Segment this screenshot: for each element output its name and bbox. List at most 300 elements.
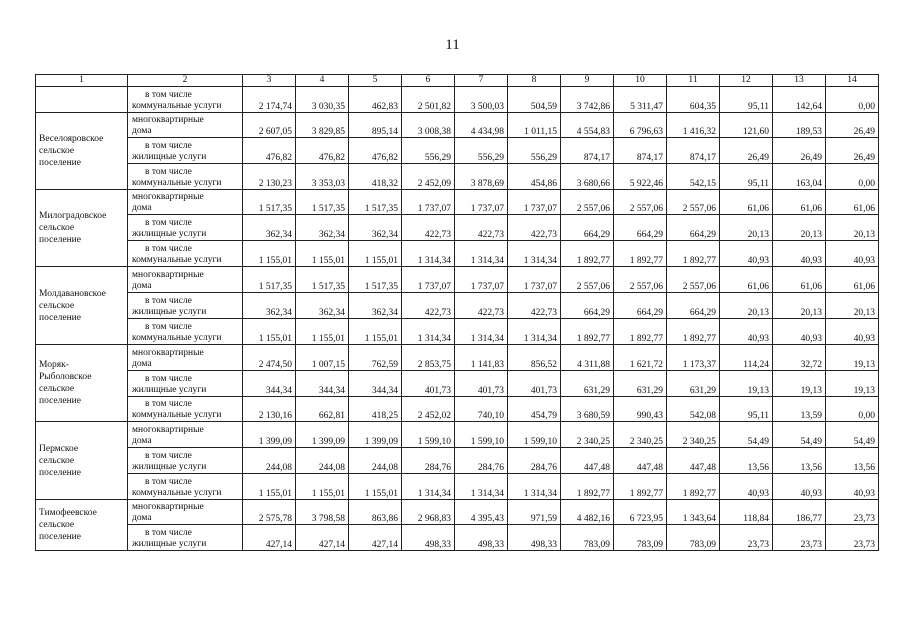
- value-cell: 0,00: [826, 164, 879, 190]
- value-cell: 284,76: [455, 448, 508, 474]
- category-line: в том числе: [145, 451, 192, 461]
- value-cell: 95,11: [720, 87, 773, 113]
- settlement-name-line: поселение: [39, 396, 81, 406]
- table-row: [36, 190, 879, 215]
- value-cell: 13,59: [773, 397, 826, 422]
- value-cell: 13,56: [720, 448, 773, 474]
- value-cell: 447,48: [667, 448, 720, 474]
- value-cell: 13,56: [826, 448, 879, 474]
- value-cell: 95,11: [720, 397, 773, 422]
- value-cell: 2 557,06: [561, 190, 614, 215]
- value-cell: 23,73: [773, 525, 826, 551]
- value-cell: 23,73: [826, 500, 879, 525]
- table-row: [36, 448, 879, 474]
- column-header: 3: [243, 75, 296, 87]
- value-cell: 4 554,83: [561, 113, 614, 138]
- value-cell: 1 007,15: [296, 345, 349, 371]
- value-cell: 2 557,06: [561, 267, 614, 293]
- value-cell: 54,49: [826, 422, 879, 448]
- value-cell: 61,06: [773, 267, 826, 293]
- value-cell: 142,64: [773, 87, 826, 113]
- value-cell: 2 557,06: [667, 267, 720, 293]
- value-cell: 61,06: [826, 190, 879, 215]
- value-cell: 3 680,66: [561, 164, 614, 190]
- value-cell: 362,34: [296, 215, 349, 241]
- value-cell: 427,14: [243, 525, 296, 551]
- value-cell: 2 474,50: [243, 345, 296, 371]
- category-line: в том числе: [145, 374, 192, 384]
- category-line: дома: [132, 359, 152, 369]
- value-cell: 1 517,35: [349, 267, 402, 293]
- value-cell: 19,13: [720, 371, 773, 397]
- settlement-name-line: Молдавановское: [39, 288, 106, 299]
- value-cell: 1 892,77: [614, 474, 667, 500]
- value-cell: 498,33: [508, 525, 561, 551]
- value-cell: 476,82: [349, 138, 402, 164]
- value-cell: 422,73: [402, 215, 455, 241]
- value-cell: 1 314,34: [455, 319, 508, 345]
- value-cell: 163,04: [773, 164, 826, 190]
- value-cell: 13,56: [773, 448, 826, 474]
- category-line: многоквартирные: [132, 348, 204, 358]
- table-row: [36, 293, 879, 319]
- value-cell: 631,29: [614, 371, 667, 397]
- category-cell: [128, 371, 243, 397]
- category-cell: [128, 215, 243, 241]
- value-cell: 498,33: [402, 525, 455, 551]
- value-cell: 61,06: [720, 267, 773, 293]
- settlement-name-line: Веселояровское: [39, 134, 104, 144]
- value-cell: 401,73: [455, 371, 508, 397]
- settlement-name: [36, 267, 128, 345]
- value-cell: 2 130,23: [243, 164, 296, 190]
- value-cell: 1 599,10: [455, 422, 508, 448]
- settlement-name-line: сельское: [39, 300, 75, 311]
- table-row: [36, 267, 879, 293]
- value-cell: 1 399,09: [349, 422, 402, 448]
- value-cell: 1 892,77: [561, 474, 614, 500]
- column-header: 14: [826, 75, 879, 87]
- category-line: коммунальные услуги: [132, 488, 222, 498]
- value-cell: 662,81: [296, 397, 349, 422]
- category-line: дома: [132, 436, 152, 446]
- value-cell: 362,34: [243, 293, 296, 319]
- value-cell: 1 737,07: [402, 267, 455, 293]
- value-cell: 5 922,46: [614, 164, 667, 190]
- value-cell: 1 343,64: [667, 500, 720, 525]
- value-cell: 422,73: [508, 293, 561, 319]
- column-header: 8: [508, 75, 561, 87]
- value-cell: 1 173,37: [667, 345, 720, 371]
- value-cell: 40,93: [773, 474, 826, 500]
- settlement-name: [36, 500, 128, 551]
- value-cell: 2 557,06: [614, 267, 667, 293]
- value-cell: 454,86: [508, 164, 561, 190]
- value-cell: 20,13: [720, 215, 773, 241]
- category-cell: [128, 525, 243, 551]
- category-line: жилищные услуги: [132, 229, 207, 239]
- value-cell: 19,13: [773, 371, 826, 397]
- value-cell: 2 607,05: [243, 113, 296, 138]
- value-cell: 1 517,35: [243, 190, 296, 215]
- category-line: многоквартирные: [132, 270, 204, 280]
- settlement-name-line: сельское: [39, 520, 75, 530]
- value-cell: 95,11: [720, 164, 773, 190]
- page-number: 11: [445, 37, 460, 53]
- table-body: [36, 87, 879, 551]
- settlement-name-line: сельское: [39, 146, 75, 156]
- value-cell: 1 599,10: [402, 422, 455, 448]
- settlement-name-line: Рыболовское: [39, 372, 92, 382]
- value-cell: 20,13: [773, 293, 826, 319]
- category-line: многоквартирные: [132, 192, 204, 202]
- value-cell: 3 500,03: [455, 87, 508, 113]
- table-row: [36, 164, 879, 190]
- value-cell: 40,93: [720, 474, 773, 500]
- value-cell: 26,49: [826, 113, 879, 138]
- value-cell: 447,48: [614, 448, 667, 474]
- value-cell: 32,72: [773, 345, 826, 371]
- value-cell: 2 501,82: [402, 87, 455, 113]
- value-cell: 1 892,77: [561, 319, 614, 345]
- value-cell: 498,33: [455, 525, 508, 551]
- value-cell: 362,34: [349, 215, 402, 241]
- value-cell: 244,08: [349, 448, 402, 474]
- value-cell: 20,13: [720, 293, 773, 319]
- settlement-name-line: Милоградовское: [39, 211, 107, 221]
- value-cell: 1 155,01: [349, 319, 402, 345]
- category-line: дома: [132, 126, 152, 136]
- category-line: коммунальные услуги: [132, 410, 222, 420]
- settlement-name-line: Моряк-: [39, 360, 69, 370]
- value-cell: 23,73: [826, 525, 879, 551]
- category-line: многоквартирные: [132, 502, 204, 512]
- value-cell: 401,73: [402, 371, 455, 397]
- value-cell: 1 892,77: [614, 241, 667, 267]
- value-cell: 1 155,01: [296, 241, 349, 267]
- value-cell: 114,24: [720, 345, 773, 371]
- value-cell: 6 796,63: [614, 113, 667, 138]
- value-cell: 418,32: [349, 164, 402, 190]
- header-row: [36, 75, 879, 87]
- value-cell: 362,34: [296, 293, 349, 319]
- value-cell: 422,73: [508, 215, 561, 241]
- column-header: 2: [128, 75, 243, 87]
- value-cell: 874,17: [614, 138, 667, 164]
- settlement-name-line: поселение: [39, 235, 81, 245]
- settlement-name: [36, 422, 128, 500]
- value-cell: 1 892,77: [667, 474, 720, 500]
- value-cell: 990,43: [614, 397, 667, 422]
- column-header: 11: [667, 75, 720, 87]
- value-cell: 631,29: [667, 371, 720, 397]
- category-line: в том числе: [145, 528, 192, 538]
- category-line: коммунальные услуги: [132, 255, 222, 265]
- value-cell: 462,83: [349, 87, 402, 113]
- value-cell: 418,25: [349, 397, 402, 422]
- value-cell: 2 130,16: [243, 397, 296, 422]
- value-cell: 61,06: [773, 190, 826, 215]
- value-cell: 1 517,35: [243, 267, 296, 293]
- value-cell: 244,08: [296, 448, 349, 474]
- value-cell: 6 723,95: [614, 500, 667, 525]
- settlement-name-line: поселение: [39, 158, 81, 168]
- value-cell: 556,29: [402, 138, 455, 164]
- value-cell: 1 416,32: [667, 113, 720, 138]
- value-cell: 422,73: [402, 293, 455, 319]
- category-line: в том числе: [145, 141, 192, 151]
- value-cell: 244,08: [243, 448, 296, 474]
- value-cell: 2 575,78: [243, 500, 296, 525]
- value-cell: 2 340,25: [614, 422, 667, 448]
- column-header: 7: [455, 75, 508, 87]
- value-cell: 284,76: [402, 448, 455, 474]
- value-cell: 186,77: [773, 500, 826, 525]
- table-row: [36, 241, 879, 267]
- category-line: дома: [132, 513, 152, 523]
- category-cell: [128, 422, 243, 448]
- value-cell: 427,14: [296, 525, 349, 551]
- value-cell: 1 155,01: [349, 241, 402, 267]
- value-cell: 1 737,07: [455, 267, 508, 293]
- value-cell: 422,73: [455, 215, 508, 241]
- value-cell: 362,34: [349, 293, 402, 319]
- value-cell: 20,13: [773, 215, 826, 241]
- value-cell: 1 155,01: [243, 319, 296, 345]
- value-cell: 0,00: [826, 87, 879, 113]
- column-header: 9: [561, 75, 614, 87]
- value-cell: 1 517,35: [296, 190, 349, 215]
- value-cell: 40,93: [826, 474, 879, 500]
- category-line: дома: [132, 281, 152, 291]
- category-line: многоквартирные: [132, 115, 204, 125]
- value-cell: 40,93: [826, 319, 879, 345]
- table-row: [36, 113, 879, 138]
- value-cell: 1 011,15: [508, 113, 561, 138]
- value-cell: 3 829,85: [296, 113, 349, 138]
- category-line: жилищные услуги: [132, 152, 207, 162]
- settlement-name-line: Пермское: [39, 443, 79, 454]
- value-cell: 23,73: [720, 525, 773, 551]
- category-cell: [128, 448, 243, 474]
- column-header: 12: [720, 75, 773, 87]
- category-line: в том числе: [145, 218, 192, 228]
- category-line: жилищные услуги: [132, 462, 207, 472]
- value-cell: 863,86: [349, 500, 402, 525]
- value-cell: 121,60: [720, 113, 773, 138]
- value-cell: 1 314,34: [508, 241, 561, 267]
- column-header: 10: [614, 75, 667, 87]
- value-cell: 454,79: [508, 397, 561, 422]
- value-cell: 1 155,01: [243, 241, 296, 267]
- value-cell: 54,49: [773, 422, 826, 448]
- settlement-name-line: Тимофеевское: [39, 508, 97, 518]
- category-line: в том числе: [145, 322, 192, 332]
- value-cell: 40,93: [720, 319, 773, 345]
- category-line: жилищные услуги: [132, 539, 207, 549]
- table-row: [36, 319, 879, 345]
- value-cell: 54,49: [720, 422, 773, 448]
- value-cell: 1 314,34: [508, 474, 561, 500]
- column-header: 1: [36, 75, 128, 87]
- column-header: 5: [349, 75, 402, 87]
- value-cell: 2 174,74: [243, 87, 296, 113]
- value-cell: 3 030,35: [296, 87, 349, 113]
- value-cell: 556,29: [455, 138, 508, 164]
- category-cell: [128, 138, 243, 164]
- value-cell: 1 892,77: [561, 241, 614, 267]
- category-line: многоквартирные: [132, 425, 204, 435]
- column-header: 4: [296, 75, 349, 87]
- value-cell: 1 314,34: [455, 474, 508, 500]
- table-row: [36, 397, 879, 422]
- value-cell: 1 892,77: [667, 319, 720, 345]
- settlement-name-line: сельское: [39, 223, 75, 233]
- category-cell: [128, 87, 243, 113]
- category-line: коммунальные услуги: [132, 101, 222, 111]
- value-cell: 19,13: [826, 371, 879, 397]
- value-cell: 0,00: [826, 397, 879, 422]
- category-cell: [128, 164, 243, 190]
- category-line: коммунальные услуги: [132, 178, 222, 188]
- value-cell: 5 311,47: [614, 87, 667, 113]
- category-line: в том числе: [145, 296, 192, 306]
- value-cell: 504,59: [508, 87, 561, 113]
- value-cell: 2 853,75: [402, 345, 455, 371]
- value-cell: 3 680,59: [561, 397, 614, 422]
- table-row: [36, 474, 879, 500]
- value-cell: 427,14: [349, 525, 402, 551]
- category-cell: [128, 113, 243, 138]
- category-line: жилищные услуги: [132, 307, 207, 317]
- category-cell: [128, 241, 243, 267]
- settlement-name: [36, 113, 128, 190]
- value-cell: 1 155,01: [349, 474, 402, 500]
- value-cell: 542,15: [667, 164, 720, 190]
- table-row: [36, 422, 879, 448]
- table-row: [36, 371, 879, 397]
- category-cell: [128, 319, 243, 345]
- value-cell: 1 737,07: [455, 190, 508, 215]
- settlement-name-line: поселение: [39, 532, 81, 542]
- value-cell: 344,34: [349, 371, 402, 397]
- table-row: [36, 215, 879, 241]
- value-cell: 284,76: [508, 448, 561, 474]
- category-line: в том числе: [145, 477, 192, 487]
- value-cell: 895,14: [349, 113, 402, 138]
- value-cell: 447,48: [561, 448, 614, 474]
- value-cell: 664,29: [561, 293, 614, 319]
- value-cell: 1 621,72: [614, 345, 667, 371]
- table-row: [36, 345, 879, 371]
- value-cell: 664,29: [561, 215, 614, 241]
- value-cell: 1 892,77: [614, 319, 667, 345]
- value-cell: 783,09: [561, 525, 614, 551]
- value-cell: 856,52: [508, 345, 561, 371]
- value-cell: 542,08: [667, 397, 720, 422]
- category-line: дома: [132, 203, 152, 213]
- value-cell: 3 798,58: [296, 500, 349, 525]
- value-cell: 1 399,09: [243, 422, 296, 448]
- value-cell: 2 968,83: [402, 500, 455, 525]
- column-header: 13: [773, 75, 826, 87]
- value-cell: 1 517,35: [349, 190, 402, 215]
- value-cell: 40,93: [773, 319, 826, 345]
- category-line: в том числе: [145, 399, 192, 409]
- category-cell: [128, 500, 243, 525]
- value-cell: 783,09: [614, 525, 667, 551]
- value-cell: 40,93: [720, 241, 773, 267]
- category-line: жилищные услуги: [132, 385, 207, 395]
- value-cell: 1 517,35: [296, 267, 349, 293]
- value-cell: 3 008,38: [402, 113, 455, 138]
- settlement-name: [36, 190, 128, 267]
- value-cell: 3 878,69: [455, 164, 508, 190]
- settlement-name: [36, 345, 128, 422]
- value-cell: 1 314,34: [455, 241, 508, 267]
- value-cell: 664,29: [667, 293, 720, 319]
- value-cell: 1 314,34: [508, 319, 561, 345]
- value-cell: 4 482,16: [561, 500, 614, 525]
- value-cell: 664,29: [667, 215, 720, 241]
- tariff-table: [35, 74, 879, 551]
- value-cell: 3 742,86: [561, 87, 614, 113]
- value-cell: 61,06: [720, 190, 773, 215]
- category-cell: [128, 397, 243, 422]
- value-cell: 2 557,06: [667, 190, 720, 215]
- value-cell: 1 399,09: [296, 422, 349, 448]
- value-cell: 40,93: [773, 241, 826, 267]
- value-cell: 664,29: [614, 215, 667, 241]
- value-cell: 874,17: [561, 138, 614, 164]
- value-cell: 631,29: [561, 371, 614, 397]
- value-cell: 1 737,07: [402, 190, 455, 215]
- category-line: в том числе: [145, 244, 192, 254]
- category-cell: [128, 474, 243, 500]
- value-cell: 362,34: [243, 215, 296, 241]
- category-cell: [128, 267, 243, 293]
- category-line: в том числе: [145, 90, 192, 100]
- value-cell: 2 557,06: [614, 190, 667, 215]
- value-cell: 344,34: [243, 371, 296, 397]
- value-cell: 344,34: [296, 371, 349, 397]
- value-cell: 4 434,98: [455, 113, 508, 138]
- value-cell: 1 155,01: [296, 319, 349, 345]
- value-cell: 1 141,83: [455, 345, 508, 371]
- category-line: в том числе: [145, 167, 192, 177]
- table-row: [36, 138, 879, 164]
- value-cell: 26,49: [773, 138, 826, 164]
- value-cell: 3 353,03: [296, 164, 349, 190]
- value-cell: 19,13: [826, 345, 879, 371]
- table-row: [36, 87, 879, 113]
- value-cell: 4 311,88: [561, 345, 614, 371]
- value-cell: 2 452,09: [402, 164, 455, 190]
- settlement-name-line: поселение: [39, 312, 81, 323]
- category-cell: [128, 190, 243, 215]
- value-cell: 1 314,34: [402, 319, 455, 345]
- value-cell: 40,93: [826, 241, 879, 267]
- settlement-name-line: поселение: [39, 467, 81, 478]
- value-cell: 20,13: [826, 215, 879, 241]
- value-cell: 1 737,07: [508, 190, 561, 215]
- value-cell: 189,53: [773, 113, 826, 138]
- value-cell: 556,29: [508, 138, 561, 164]
- value-cell: 1 737,07: [508, 267, 561, 293]
- value-cell: 422,73: [455, 293, 508, 319]
- value-cell: 1 314,34: [402, 241, 455, 267]
- value-cell: 740,10: [455, 397, 508, 422]
